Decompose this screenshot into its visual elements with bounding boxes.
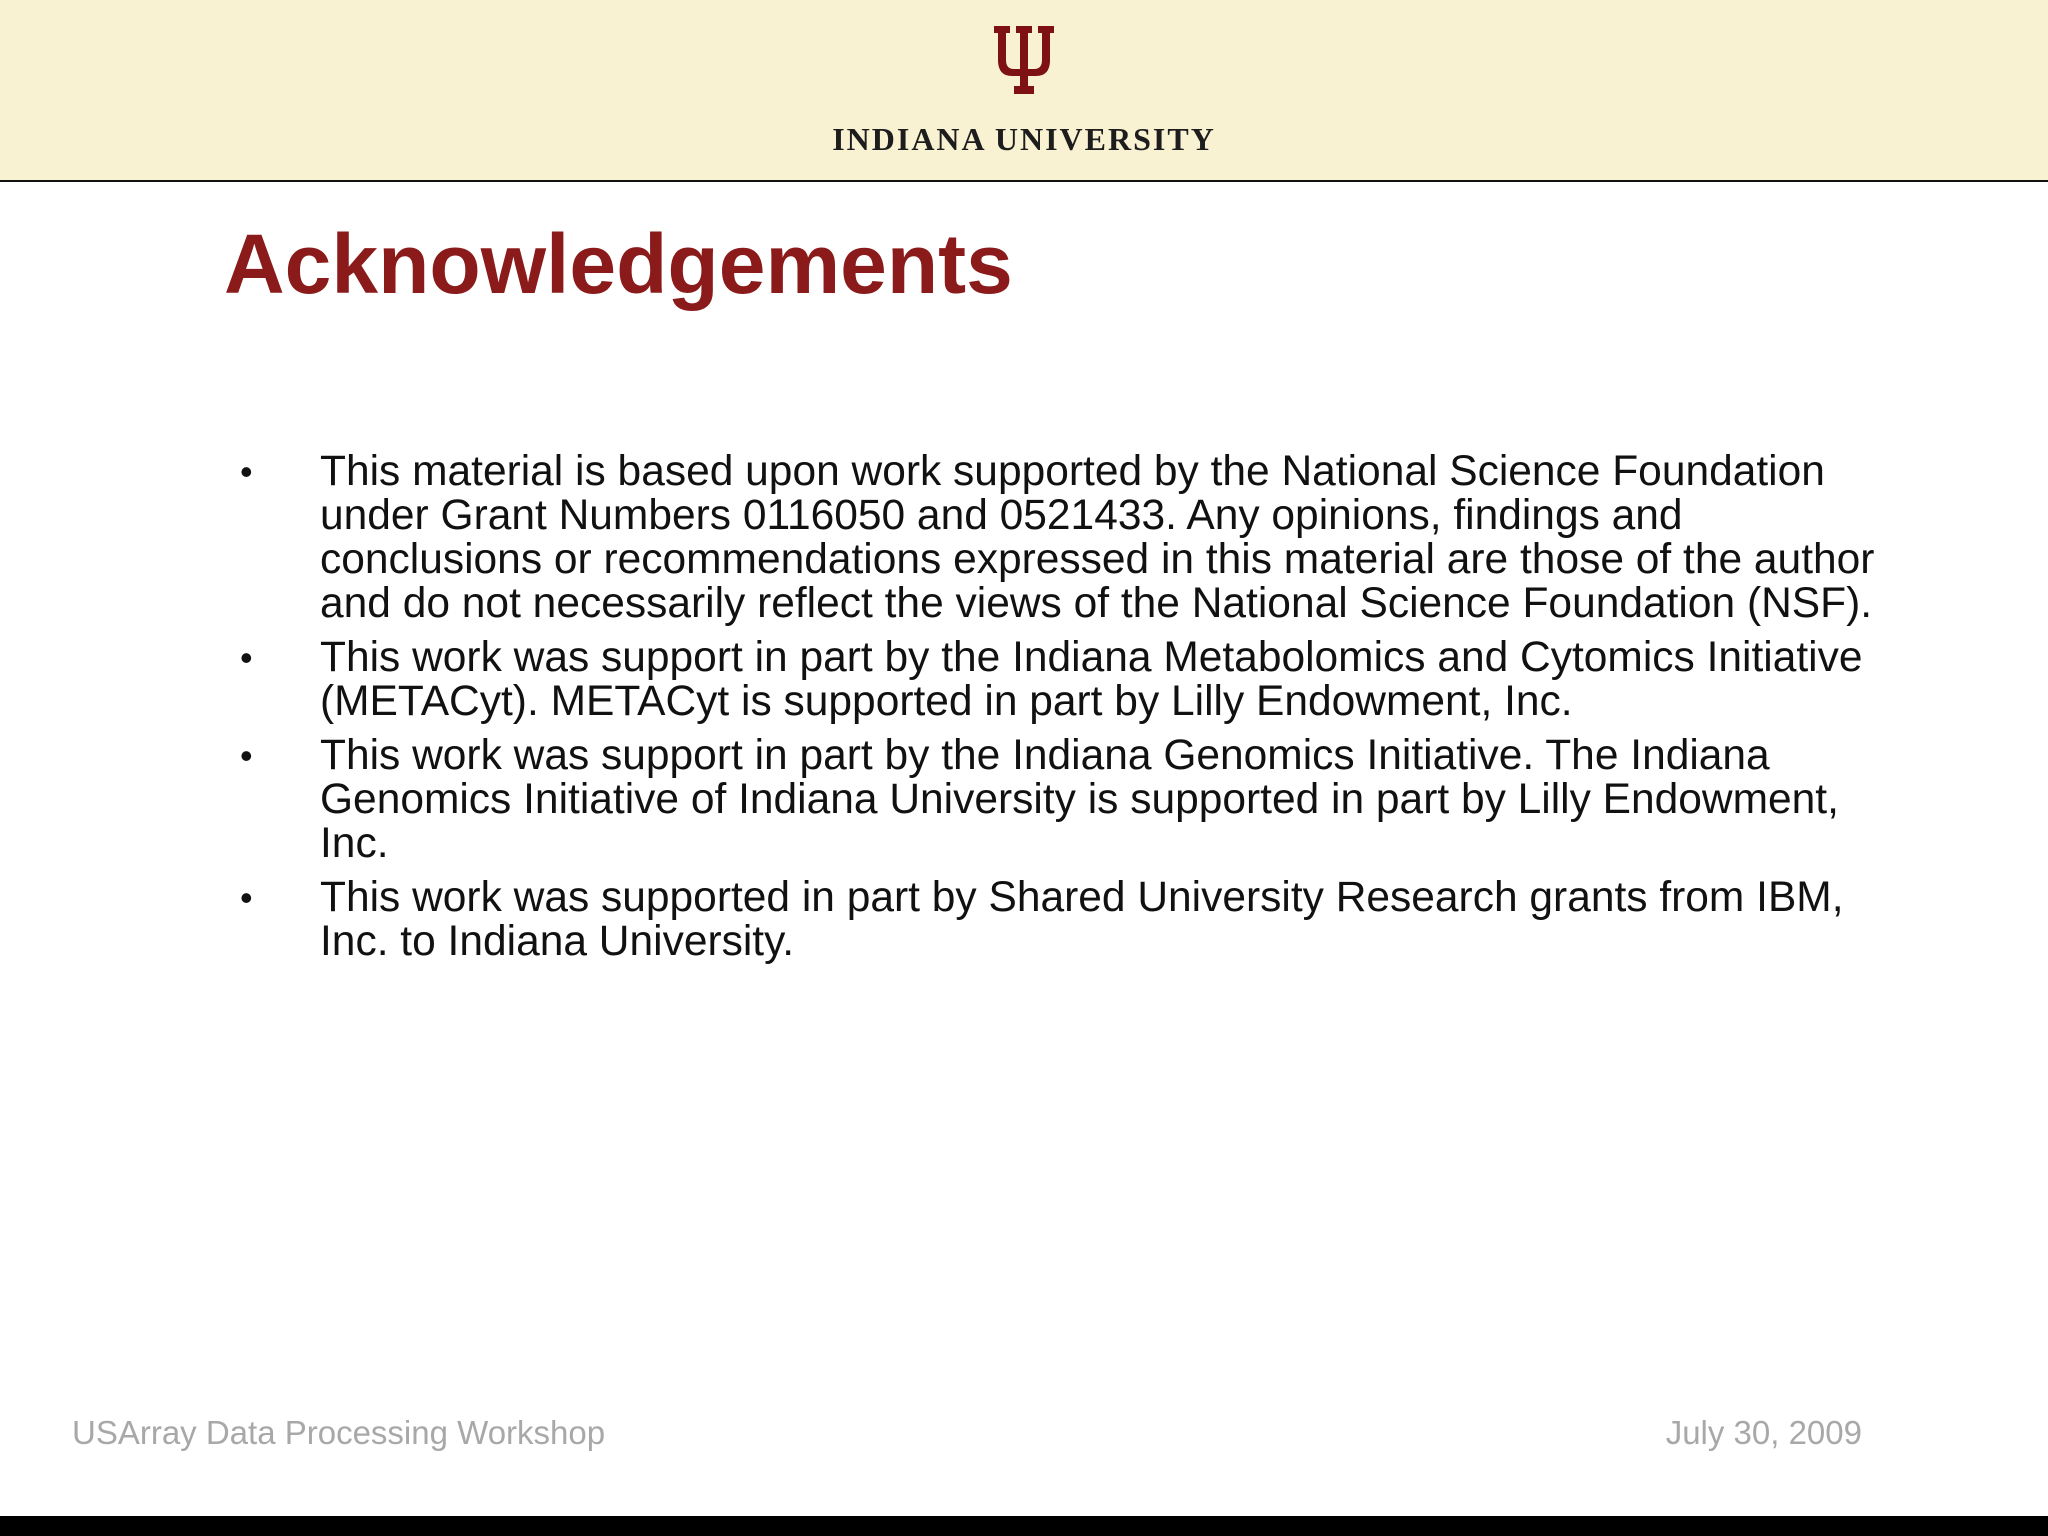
bullet-icon: • — [240, 877, 253, 918]
university-name: INDIANA UNIVERSITY — [832, 121, 1216, 157]
bullet-text: This work was support in part by the Indiana Metabolomics and Cytomics Initiative (METACyt). METACyt is supported in part by Lilly Endowment, Inc. — [320, 634, 1863, 725]
bullet-icon: • — [240, 735, 253, 776]
bullet-list — [0, 450, 2048, 974]
list-item — [0, 450, 1900, 626]
slide-title: Acknowledgements — [224, 217, 1013, 311]
list-item — [0, 734, 1900, 866]
iu-trident-icon — [994, 26, 1054, 100]
bullet-text: This work was supported in part by Shared University Research grants from IBM, Inc. to Indiana University. — [320, 874, 1844, 965]
list-item — [0, 636, 1900, 724]
footer-date: July 30, 2009 — [1665, 1414, 1862, 1451]
bullet-icon: • — [240, 637, 253, 678]
bottom-bar — [0, 1516, 2048, 1536]
footer-workshop-name: USArray Data Processing Workshop — [72, 1414, 606, 1451]
list-item — [0, 876, 1900, 964]
bullet-icon: • — [240, 451, 253, 492]
bullet-text: This work was support in part by the Indiana Genomics Initiative. The Indiana Genomics Initiative of Indiana University is supported in part by Lilly Endowment, Inc. — [320, 732, 1839, 867]
slide-header — [0, 0, 2048, 182]
bullet-text: This material is based upon work supported by the National Science Foundation under Grant Numbers 0116050 and 0521433. Any opinions, findings and conclusions or recommendations expressed in this material are those of the author and do not necessarily reflect the views of the National Science Foundation (NSF). — [320, 448, 1875, 627]
